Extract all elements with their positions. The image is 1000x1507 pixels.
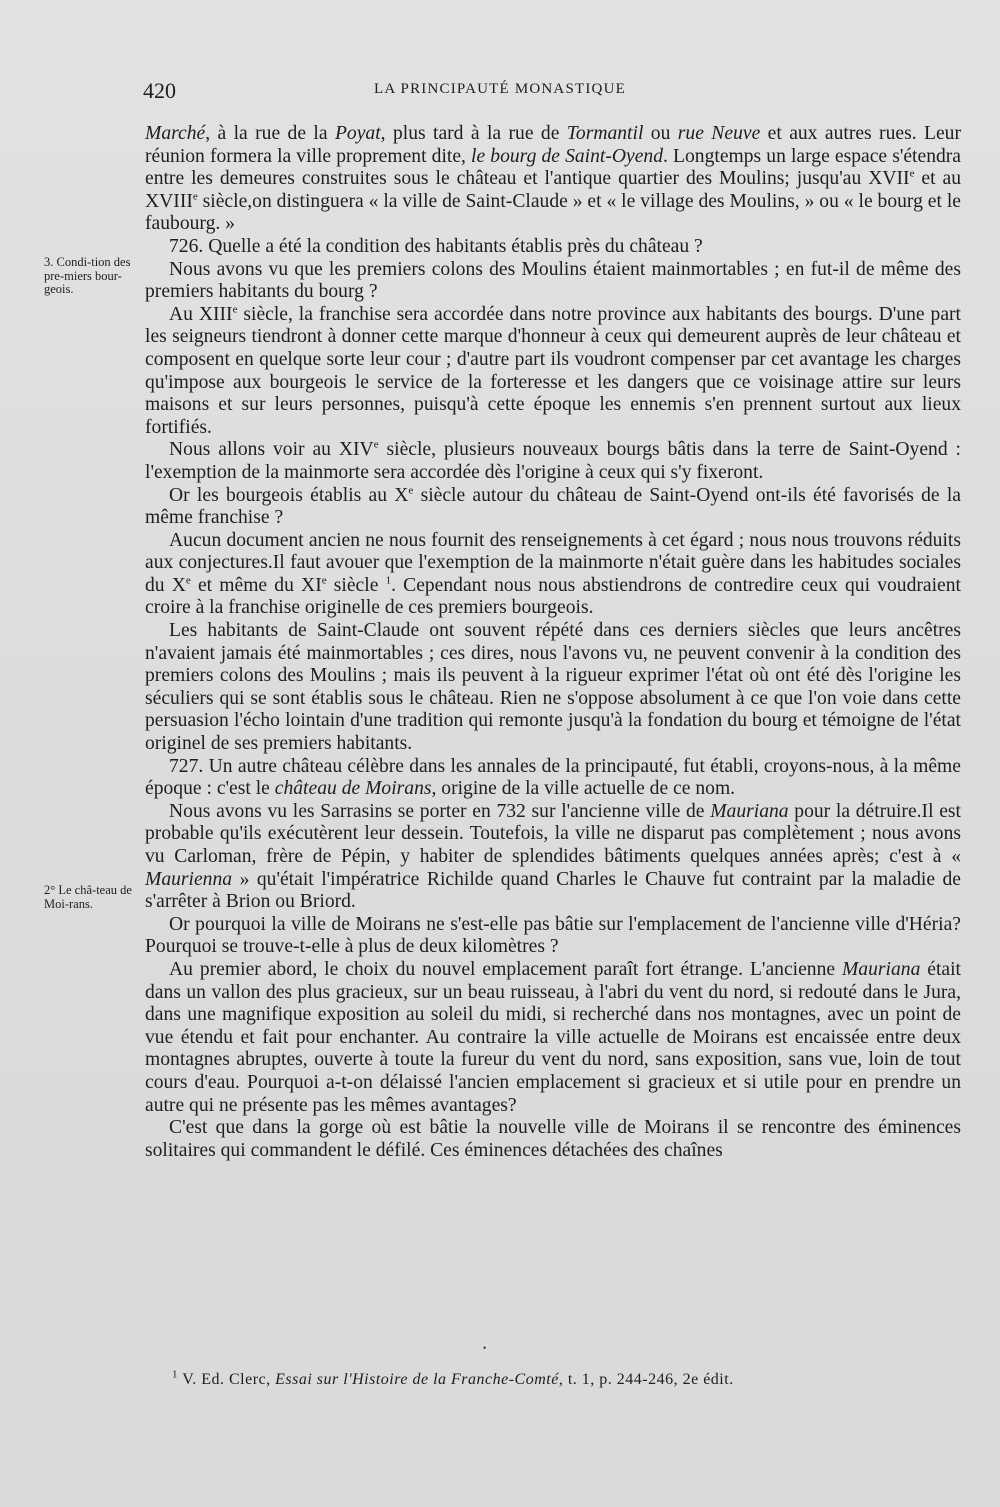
text-run: » qu'était l'impératrice Richilde quand Charles le Chauve fut contraint par la maladie de s'arrêter à Brion ou Briord.	[145, 868, 961, 913]
paragraph	[145, 485, 961, 530]
paragraph	[145, 304, 961, 440]
section-number: 727.	[169, 755, 209, 777]
paragraph	[145, 259, 961, 304]
paragraph	[145, 959, 961, 1117]
superscript: e	[192, 190, 198, 203]
page-header	[0, 78, 1000, 108]
italic-text: château de Moirans	[274, 778, 432, 800]
italic-text: le bourg de Saint-Oyend	[471, 145, 664, 167]
running-title: LA PRINCIPAUTÉ MONASTIQUE	[374, 81, 626, 97]
paragraph	[145, 530, 961, 620]
margin-note-condition: 3. Condi-tion des pre-miers bour-geois.	[44, 255, 131, 296]
text-run: siècle autour du château de Saint-Oyend ont-ils été favorisés de la même franchise ?	[145, 484, 961, 529]
paragraph	[145, 439, 961, 484]
footnote-text-before: V. Ed. Clerc,	[178, 1371, 276, 1388]
text-run: Aucun document ancien ne nous fournit des renseignements à cet égard ; nous nous trouvons réduits aux conjectures.Il faut avouer que l'exemption de la mainmorte n'était guère dans les habitudes sociales du X	[145, 529, 961, 596]
paragraph	[145, 801, 961, 914]
text-run: ou	[643, 123, 678, 144]
superscript: e	[373, 438, 379, 451]
margin-note-moirans: 2° Le châ-teau de Moi-rans.	[44, 883, 132, 911]
text-run: siècle,on distinguera « la ville de Saint-Claude » et « le village des Moulins, » ou « le bourg et le faubourg. »	[145, 190, 961, 235]
section-number: 726.	[169, 235, 209, 257]
text-run: siècle	[326, 574, 386, 596]
text-run: et même du XI	[190, 574, 322, 596]
text-run: Nous allons voir au XIV	[169, 439, 374, 461]
text-run: Au XIII	[169, 303, 233, 325]
ornament-dot: •	[483, 1343, 487, 1353]
italic-text: Tormantil	[566, 123, 644, 144]
superscript: e	[321, 574, 327, 587]
text-run: C'est que dans la gorge où est bâtie la nouvelle ville de Moirans il se rencontre des éminences solitaires qui commandent le défilé. Ces éminences détachées des chaînes	[145, 1117, 961, 1161]
text-run: , plus tard à la rue de	[380, 123, 567, 144]
text-run: . Cependant nous nous abstiendrons de contredire ceux qui voudraient croire à la franchise originelle de ces premiers bourgeois.	[145, 574, 961, 619]
superscript: e	[185, 574, 191, 587]
italic-text: Mauriana	[841, 958, 921, 980]
text-run: , à la rue de la	[205, 123, 335, 144]
superscript: e	[909, 167, 915, 180]
paragraph	[145, 914, 961, 959]
paragraph	[145, 756, 961, 801]
text-run: . Longtemps un large espace s'étendra entre les demeures construites sous le château et l'antique quartier des Moulins; jusqu'au XVII	[145, 145, 962, 190]
footnote-text-after: , t. 1, p. 244-246, 2e édit.	[558, 1371, 734, 1388]
text-run: siècle, plusieurs nouveaux bourgs bâtis dans la terre de Saint-Oyend : l'exemption de la mainmorte sera accordée dès l'origine à ceux qui s'y fixeront.	[145, 439, 961, 483]
superscript: e	[232, 303, 238, 316]
footnote	[172, 1368, 972, 1389]
text-run: et au XVIII	[145, 168, 961, 212]
text-run: pour la détruire.Il est probable qu'ils exécutèrent leur dessein. Toutefois, la ville ne disparut pas complètement ; nous avons vu Carloman, frère de Pépin, y habiter de splendides bâtiments quelques années après; c'est à «	[145, 800, 961, 867]
superscript: e	[408, 483, 414, 496]
text-run: Nous avons vu les Sarrasins se porter en 732 sur l'ancienne ville de	[169, 800, 711, 822]
text-run: Or les bourgeois établis au X	[169, 484, 409, 506]
text-run: , origine de la ville actuelle de ce nom.	[431, 778, 736, 800]
paragraph	[145, 1117, 961, 1162]
footnote-title: Essai sur l'Histoire de la Franche-Comté	[275, 1371, 559, 1388]
superscript: 1	[385, 574, 392, 587]
text-run: Au premier abord, le choix du nouvel emplacement paraît fort étrange. L'ancienne	[169, 958, 842, 980]
paragraph	[145, 620, 961, 756]
body-text	[145, 123, 961, 1162]
italic-text: Poyat	[334, 123, 381, 144]
text-run: siècle, la franchise sera accordée dans notre province aux habitants des bourgs. D'une part les seigneurs tiendront à donner cette marque d'honneur à ceux qui demeurent auprès de leur château et composent en quelque sorte leur cour ; d'autre part ils voudront compenser par cet avantage les charges qu'impose aux bourgeois le service de la forteresse et les dangers que ce voisinage attire sur leurs maisons et sur leurs personnes, puisqu'à cette époque les ennemis s'en prennent surtout aux lieux fortifiés.	[145, 303, 961, 438]
italic-text: rue Neuve	[677, 123, 761, 144]
text-run: Nous avons vu que les premiers colons des Moulins étaient mainmortables ; en fut-il de même des premiers habitants du bourg ?	[145, 258, 961, 303]
paragraph-continuation	[145, 123, 961, 236]
paragraph	[145, 236, 961, 259]
text-run: Quelle a été la condition des habitants établis près du château ?	[208, 235, 703, 257]
page-number: 420	[143, 78, 176, 103]
text-run: Un autre château célèbre dans les annales de la principauté, fut établi, croyons-nous, à la même époque : c'est le	[145, 755, 961, 800]
text-run: était dans un vallon des plus gracieux, sur un beau ruisseau, à l'abri du vent du nord, si redouté dans le Jura, dans une magnifique exposition au soleil du midi, si recherché dans nos montagnes, avec un point de vue étendu et fait pour enchanter. Au contraire la ville actuelle de Moirans est encaissée entre deux montagnes abruptes, ouverte à toute la fureur du vent du nord, sans exposition, sans vue, loin de tout cours d'eau. Pourquoi a-t-on délaissé l'ancien emplacement si gracieux et si utile pour en prendre un autre qui ne présente pas les mêmes avantages?	[145, 958, 962, 1116]
italic-text: Maurienna	[145, 868, 233, 890]
text-run: et aux autres rues. Leur réunion formera la ville proprement dite,	[145, 123, 961, 167]
text-run: Les habitants de Saint-Claude ont souvent répété dans ces derniers siècles que leurs ancêtres n'avaient jamais été mainmortables ; ces dires, nous l'avons vu, ne peuvent convenir à la condition des premiers colons des Moulins ; mais ils peuvent à la rigueur exprimer l'état où ont été dès l'origine les séculiers qui se sont établis sous le château. Rien ne s'oppose absolument à ce que l'on voie dans cette persuasion l'écho lointain d'une tradition qui remonte jusqu'à la fondation du bourg et témoigne de l'état originel de ses premiers habitants.	[145, 620, 961, 755]
text-run: Or pourquoi la ville de Moirans ne s'est-elle pas bâtie sur l'emplacement de l'ancienne ville d'Héria? Pourquoi se trouve-t-elle à plus de deux kilomètres ?	[145, 913, 961, 958]
italic-text: Mauriana	[710, 800, 789, 822]
footnote-mark: 1	[172, 1368, 178, 1381]
italic-text: Marché	[145, 123, 206, 144]
